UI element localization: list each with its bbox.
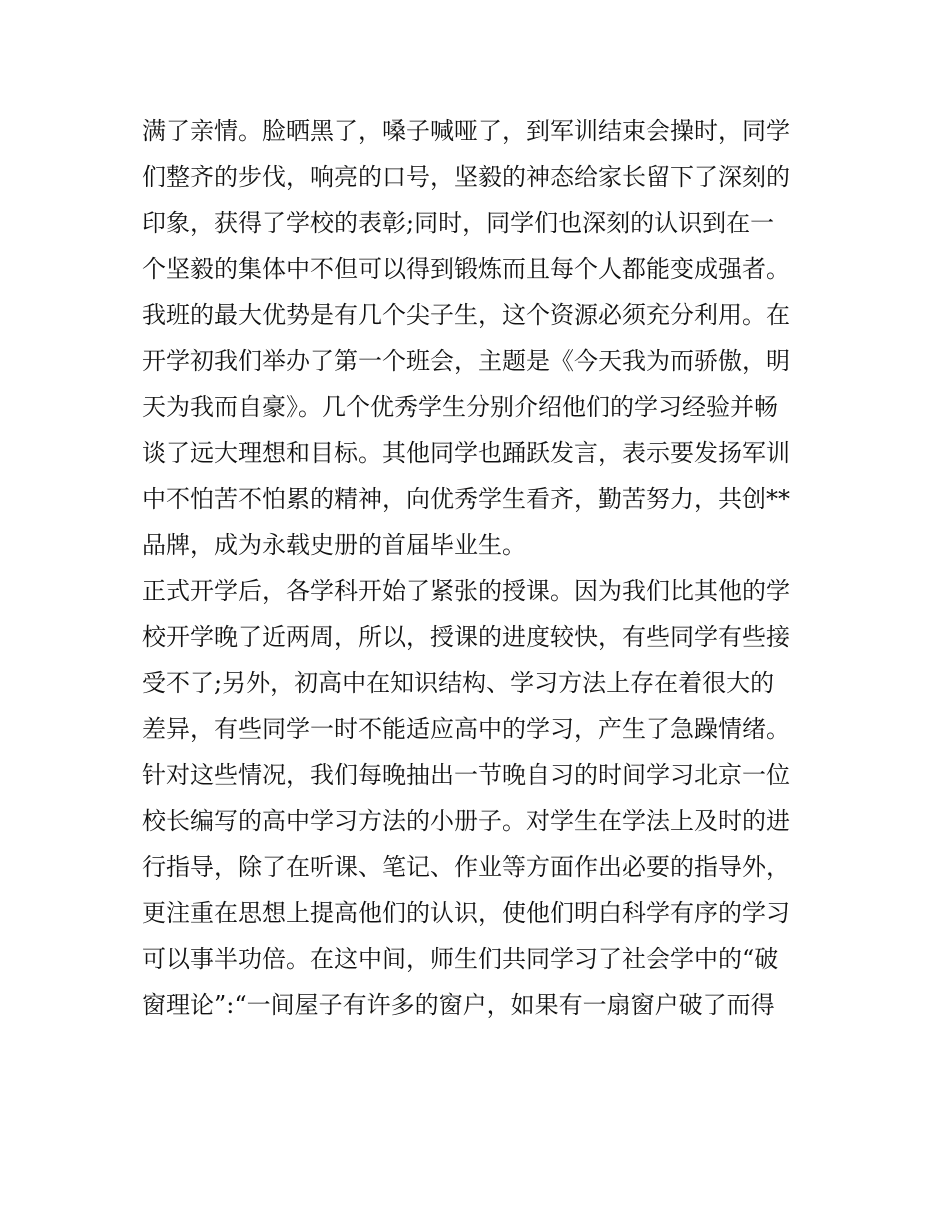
text-line: 开学初我们举办了第一个班会，主题是《今天我为而骄傲，明: [142, 347, 790, 375]
text-line: 针对这些情况，我们每晚抽出一节晚自习的时间学习北京一位: [142, 761, 790, 789]
text-line: 窗理论”:“一间屋子有许多的窗户，如果有一扇窗户破了而得: [142, 991, 775, 1019]
text-line: 中不怕苦不怕累的精神，向优秀学生看齐，勤苦努力，共创**: [142, 485, 790, 513]
text-line: 更注重在思想上提高他们的认识，使他们明白科学有序的学习: [142, 899, 790, 927]
text-line: 天为我而自豪》。几个优秀学生分别介绍他们的学习经验并畅: [142, 393, 778, 421]
text-line: 谈了远大理想和目标。其他同学也踊跃发言，表示要发扬军训: [142, 439, 790, 467]
text-line: 品牌，成为永载史册的首届毕业生。: [142, 531, 526, 559]
body-text: [142, 108, 822, 1028]
text-line: 满了亲情。脸晒黑了，嗓子喊哑了，到军训结束会操时，同学: [142, 117, 790, 145]
text-line: 差异，有些同学一时不能适应高中的学习，产生了急躁情绪。: [142, 715, 790, 743]
text-line: 正式开学后，各学科开始了紧张的授课。因为我们比其他的学: [142, 577, 790, 605]
text-line: 我班的最大优势是有几个尖子生，这个资源必须充分利用。在: [142, 301, 790, 329]
text-line: 行指导，除了在听课、笔记、作业等方面作出必要的指导外，: [142, 853, 790, 881]
text-line: 受不了;另外，初高中在知识结构、学习方法上存在着很大的: [142, 669, 775, 697]
text-line: 个坚毅的集体中不但可以得到锻炼而且每个人都能变成强者。: [142, 255, 790, 283]
text-line: 可以事半功倍。在这中间，师生们共同学习了社会学中的“破: [142, 945, 779, 973]
text-line: 印象，获得了学校的表彰;同时，同学们也深刻的认识到在一: [142, 209, 775, 237]
text-line: 校长编写的高中学习方法的小册子。对学生在学法上及时的进: [142, 807, 790, 835]
text-line: 校开学晚了近两周，所以，授课的进度较快，有些同学有些接: [142, 623, 790, 651]
text-line: 们整齐的步伐，响亮的口号，坚毅的神态给家长留下了深刻的: [142, 163, 790, 191]
